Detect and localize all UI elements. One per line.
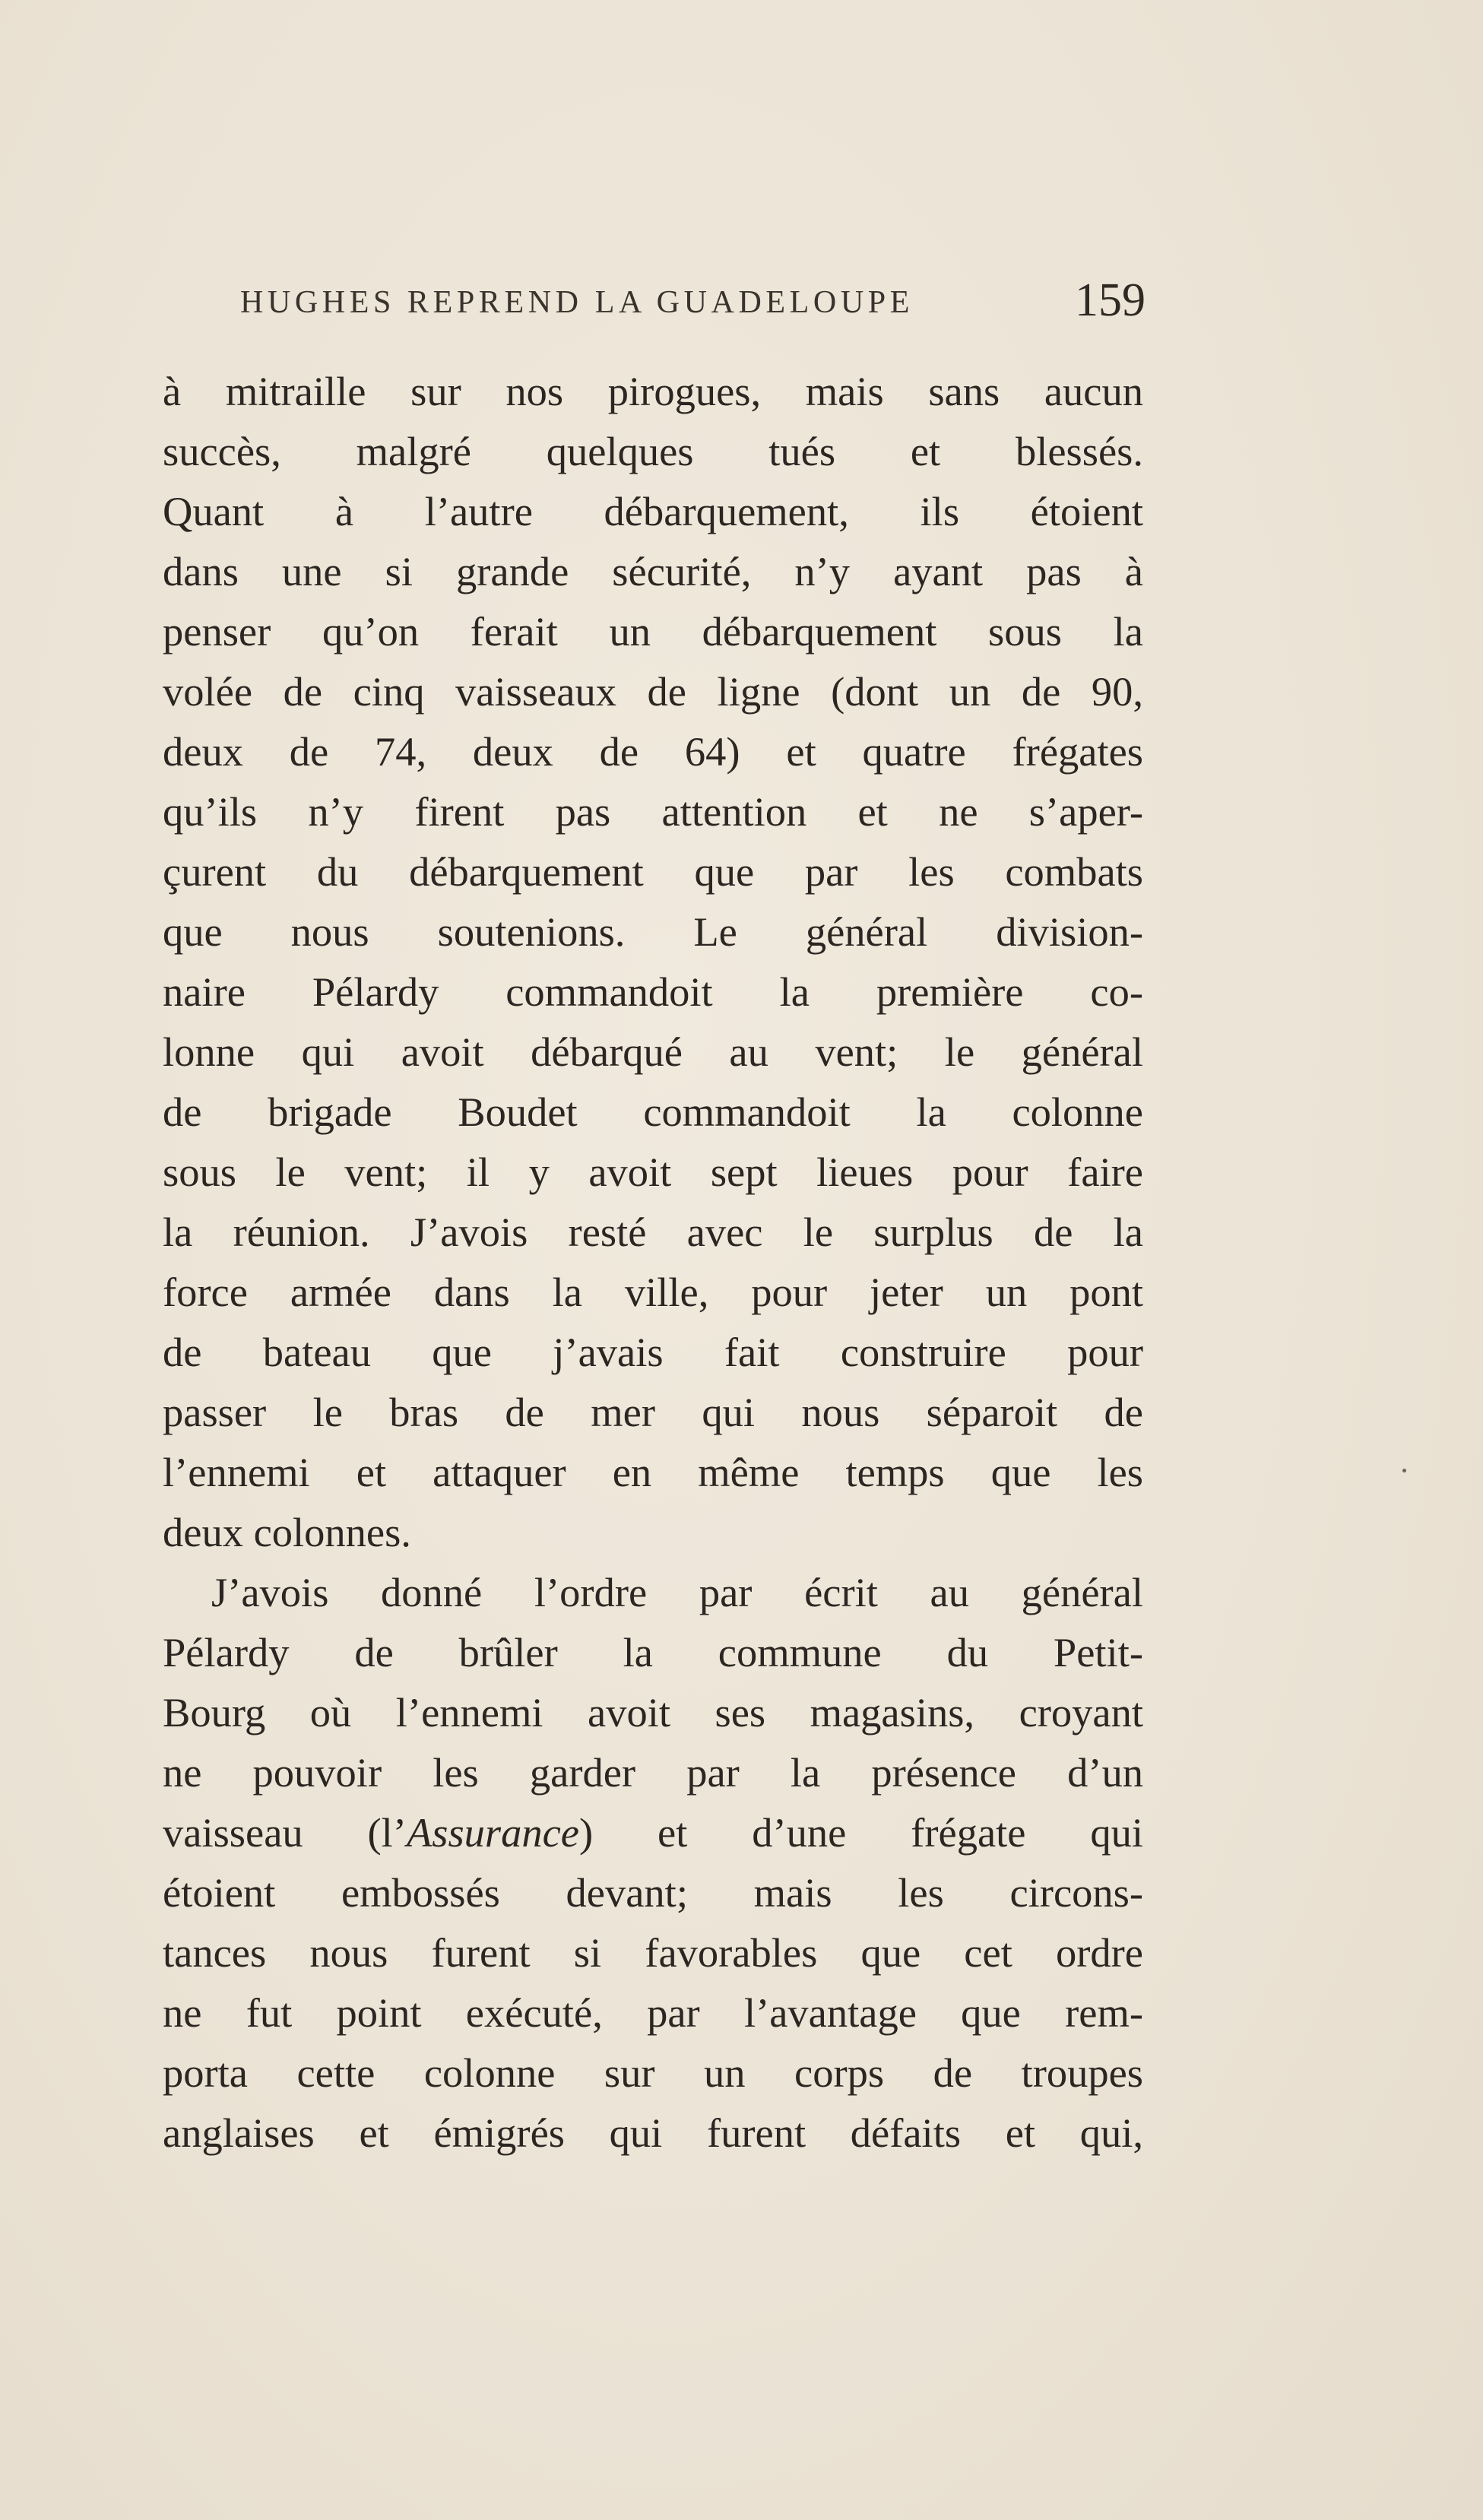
text-line: que nous soutenions. Le général division- bbox=[163, 908, 1143, 955]
text-line: dans une si grande sécurité, n’y ayant pas à bbox=[163, 548, 1143, 594]
text-line: étoient embossés devant; mais les circons- bbox=[163, 1869, 1143, 1916]
running-title: HUGHES REPREND LA GUADELOUPE bbox=[240, 285, 914, 320]
text-line: Pélardy de brûler la commune du Petit- bbox=[163, 1629, 1143, 1675]
text-line: ne pouvoir les garder par la présence d’un bbox=[163, 1749, 1143, 1796]
text-line: de brigade Boudet commandoit la colonne bbox=[163, 1089, 1143, 1135]
text-line: sous le vent; il y avoit sept lieues pour faire bbox=[163, 1149, 1143, 1195]
text-line-with-ship-name bbox=[163, 1802, 1143, 1862]
text-line: çurent du débarquement que par les combats bbox=[163, 848, 1143, 895]
text-line: de bateau que j’avais fait construire pour bbox=[163, 1329, 1143, 1375]
text-line: Bourg où l’ennemi avoit ses magasins, croyant bbox=[163, 1689, 1143, 1735]
text-fragment: ) et d’une frégate qui bbox=[579, 1809, 1143, 1856]
text-line: passer le bras de mer qui nous séparoit de bbox=[163, 1389, 1143, 1435]
text-line: volée de cinq vaisseaux de ligne (dont un de 90, bbox=[163, 668, 1143, 715]
paragraph-end-line: deux colonnes. bbox=[163, 1509, 411, 1555]
text-line: l’ennemi et attaquer en même temps que les bbox=[163, 1449, 1143, 1495]
text-line: force armée dans la ville, pour jeter un pont bbox=[163, 1269, 1143, 1315]
ship-name-italic: Assurance bbox=[406, 1809, 580, 1856]
text-line: tances nous furent si favorables que cet ordre bbox=[163, 1929, 1143, 1976]
text-line: Quant à l’autre débarquement, ils étoient bbox=[163, 488, 1143, 534]
text-line: succès, malgré quelques tués et blessés. bbox=[163, 428, 1143, 474]
text-line: anglaises et émigrés qui furent défaits et qui, bbox=[163, 2110, 1143, 2156]
text-line: porta cette colonne sur un corps de troupes bbox=[163, 2049, 1143, 2096]
text-line: penser qu’on ferait un débarquement sous la bbox=[163, 608, 1143, 655]
text-line: deux de 74, deux de 64) et quatre frégates bbox=[163, 728, 1143, 775]
paper-speck bbox=[1402, 1469, 1406, 1472]
text-line: lonne qui avoit débarqué au vent; le général bbox=[163, 1029, 1143, 1075]
body-text bbox=[163, 361, 1143, 2163]
running-head bbox=[240, 274, 1152, 327]
page-number: 159 bbox=[1075, 274, 1146, 326]
text-line: qu’ils n’y firent pas attention et ne s’aper- bbox=[163, 788, 1143, 835]
text-line: à mitraille sur nos pirogues, mais sans aucun bbox=[163, 368, 1143, 414]
text-fragment: vaisseau (l’ bbox=[163, 1809, 407, 1856]
text-line: naire Pélardy commandoit la première co- bbox=[163, 968, 1143, 1015]
text-line: ne fut point exécuté, par l’avantage que rem- bbox=[163, 1989, 1143, 2036]
paragraph-start-line: J’avois donné l’ordre par écrit au général bbox=[211, 1569, 1143, 1615]
text-line: la réunion. J’avois resté avec le surplus de la bbox=[163, 1209, 1143, 1255]
